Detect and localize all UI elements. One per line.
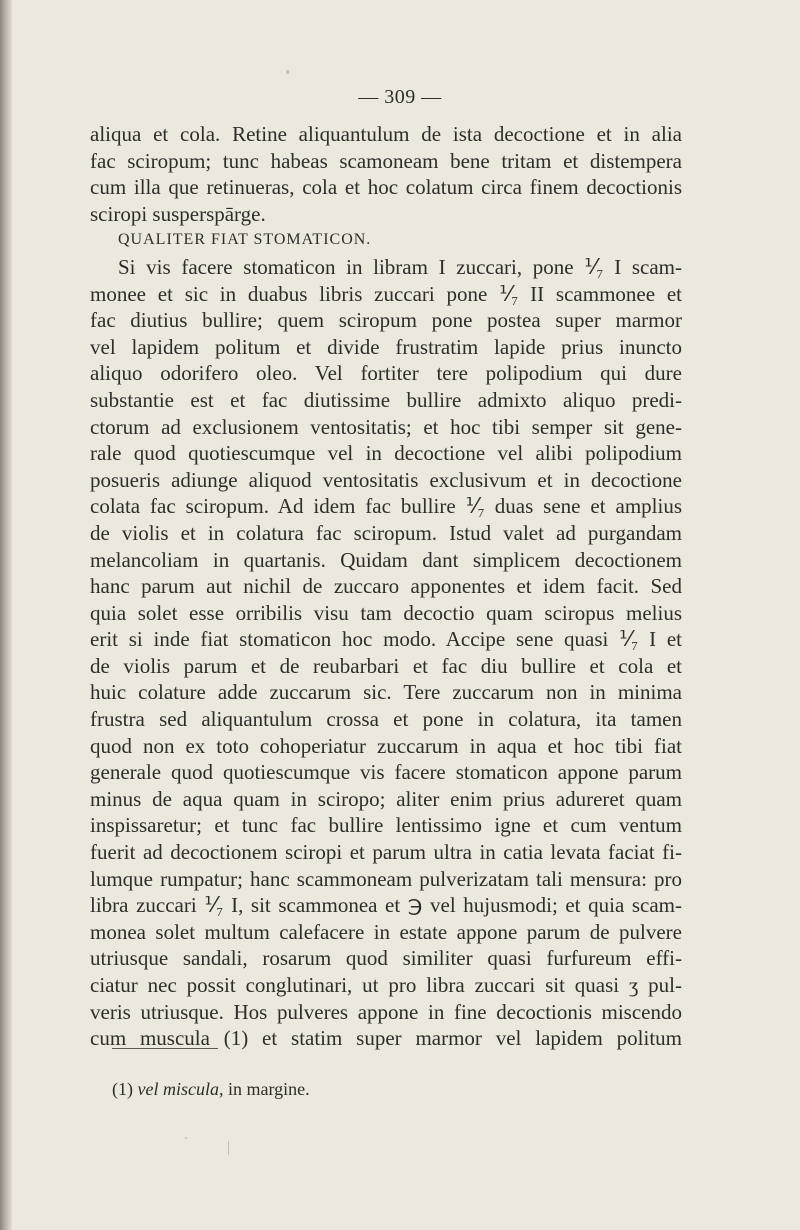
ink-speck <box>286 70 289 74</box>
text-line: fuerit ad decoctionem sciropi et parum ultra in catia levata faciat fi- <box>90 840 682 865</box>
text-line: minus de aqua quam in sciropo; aliter enim prius adureret quam <box>90 786 682 811</box>
book-spine-shadow <box>0 0 12 1230</box>
footnote-number: (1) <box>112 1079 133 1099</box>
text-line: huic colature adde zuccarum sic. Tere zuccarum non in minima <box>90 680 682 705</box>
text-line: rale quod quotiescumque vel in decoctione vel alibi polipodium <box>90 441 682 466</box>
text-line: Si vis facere stomaticon in libram I zuccari, pone ⅟₇ I scam- <box>118 254 682 279</box>
footnote <box>112 1079 310 1099</box>
text-line: hanc parum aut nichil de zuccaro apponentes et idem facit. Sed <box>90 574 682 599</box>
body-text <box>90 121 682 1052</box>
text-line: de violis parum et de reubarbari et fac diu bullire et cola et <box>90 653 682 678</box>
text-line: fac sciropum; tunc habeas scamoneam bene tritam et distempera <box>90 148 682 173</box>
text-line: ctorum ad exclusionem ventositatis; et hoc tibi semper sit gene- <box>90 414 682 439</box>
text-line: monee et sic in duabus libris zuccari pone ⅟₇ II scammonee et <box>90 281 682 306</box>
text-line: generale quod quotiescumque vis facere stomaticon appone parum <box>90 760 682 785</box>
text-line: inspissaretur; et tunc fac bullire lentissimo igne et cum ventum <box>90 813 682 838</box>
text-line: melancoliam in quartanis. Quidam dant simplicem decoctionem <box>90 547 682 572</box>
text-line: veris utriusque. Hos pulveres appone in fine decoctionis miscendo <box>90 999 682 1024</box>
text-line: ciatur nec possit conglutinari, ut pro libra zuccari sit quasi ʒ pul- <box>90 973 682 997</box>
page-number: — 309 — <box>358 86 442 108</box>
text-line: erit si inde fiat stomaticon hoc modo. Accipe sene quasi ⅟₇ I et <box>90 627 682 652</box>
text-line: de violis et in colatura fac sciropum. Istud valet ad purgandam <box>90 520 682 545</box>
text-line: libra zuccari ⅟₇ I, sit scammonea et ℈ vel hujusmodi; et quia scam- <box>90 893 682 918</box>
section-heading: QUALITER FIAT STOMATICON. <box>118 231 372 249</box>
ink-speck <box>228 1141 229 1155</box>
text-line: sciropi susperspārge. <box>90 201 266 226</box>
text-line: vel lapidem politum et divide frustratim lapide prius inuncto <box>90 334 682 359</box>
text-line: cum illa que retinueras, cola et hoc colatum circa finem decoctionis <box>90 175 682 200</box>
text-line: monea solet multum calefacere in estate appone parum de pulvere <box>90 919 682 944</box>
footnote-rule <box>112 1048 218 1049</box>
footnote-italic-text: vel miscula, <box>137 1079 224 1099</box>
ink-speck <box>185 1137 187 1139</box>
text-line: aliquo odorifero oleo. Vel fortiter tere polipodium qui dure <box>90 361 682 386</box>
text-line: quod non ex toto cohoperiatur zuccarum in aqua et hoc tibi fiat <box>90 733 682 758</box>
text-line: cum muscula (1) et statim super marmor vel lapidem politum <box>90 1026 682 1051</box>
text-line: utriusque sandali, rosarum quod similiter quasi furfureum effi- <box>90 946 682 971</box>
text-line: posueris adiunge aliquod ventositatis exclusivum et in decoctione <box>90 467 682 492</box>
text-line: quia solet esse orribilis visu tam decoctio quam sciropus melius <box>90 600 682 625</box>
text-line: colata fac sciropum. Ad idem fac bullire ⅟₇ duas sene et amplius <box>90 494 682 519</box>
text-line: substantie est et fac diutissime bullire admixto aliquo predi- <box>90 387 682 412</box>
text-line: fac diutius bullire; quem sciropum pone postea super marmor <box>90 308 682 333</box>
text-line: lumque rumpatur; hanc scammoneam pulverizatam tali mensura: pro <box>90 866 682 891</box>
footnote-text: in margine. <box>227 1079 310 1099</box>
text-line: aliqua et cola. Retine aliquantulum de ista decoctione et in alia <box>90 122 682 146</box>
text-line: frustra sed aliquantulum crossa et pone in colatura, ita tamen <box>90 707 682 732</box>
